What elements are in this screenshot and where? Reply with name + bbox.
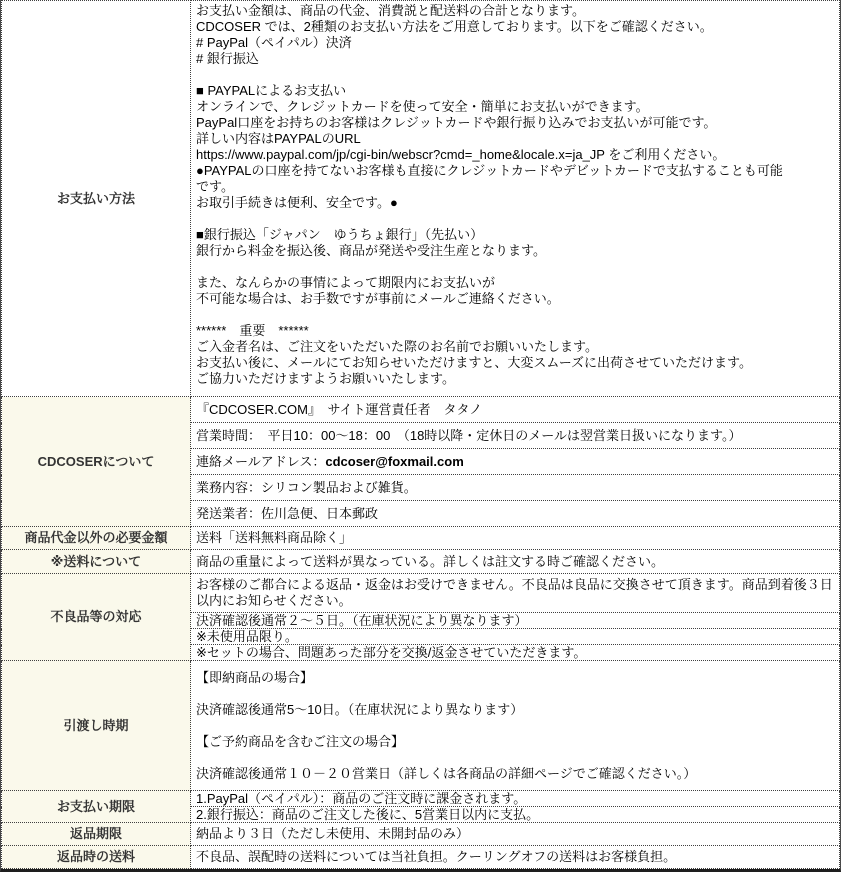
- text-line: [196, 718, 834, 734]
- text-line: 【即納商品の場合】: [196, 669, 314, 685]
- text-line: [196, 750, 834, 766]
- table-row: [2, 1, 840, 397]
- table-row: [2, 574, 840, 613]
- row-cell-defective-item-handling-3: [191, 645, 840, 661]
- text-line: です。: [196, 179, 234, 194]
- text-line: ****** 重要 ******: [196, 323, 309, 338]
- text-line: ご入金者名は、ご注文をいただいた際のお名前でお願いいたします。: [196, 339, 598, 354]
- text-line: ■銀行振込「ジャパン ゆうちょ銀行」（先払い）: [196, 227, 484, 242]
- text-line: 不良品、誤配時の送料については当社負担。クーリングオフの送料はお客様負担。: [196, 849, 677, 864]
- row-cell-payment-method-0: [191, 1, 840, 397]
- row-header-defective-item-handling: 不良品等の対応: [2, 574, 191, 661]
- table-row: [2, 550, 840, 574]
- text-line: 2.銀行振込：商品のご注文した後に、5営業日以内に支払。: [196, 807, 540, 822]
- text-line: また、なんらかの事情によって期限内にお支払いが: [196, 275, 496, 290]
- row-cell-return-shipping-fee-0: [191, 846, 840, 869]
- text-line: [196, 307, 834, 323]
- text-line: ※セットの場合、問題あった部分を交換/返金させていただきます。: [196, 645, 587, 660]
- text-line: 詳しい内容はPAYPALのURL: [196, 131, 361, 146]
- text-line: [196, 454, 834, 470]
- row-header-required-fees-besides-price: 商品代金以外の必要金額: [2, 527, 191, 550]
- email-address: cdcoser@foxmail.com: [325, 453, 464, 469]
- row-cell-defective-item-handling-1: [191, 613, 840, 629]
- row-header-return-deadline: 返品期限: [2, 823, 191, 846]
- shop-info-table: [1, 0, 840, 869]
- text-line: ■ PAYPALによるお支払い: [196, 83, 347, 98]
- text-line: 不可能な場合は、お手数ですが事前にメールご連絡ください。: [196, 291, 560, 306]
- text-line: お支払い後に、メールにてお知らせいただけますと、大変スムーズに出荷させていただけます。: [196, 355, 753, 370]
- row-cell-required-fees-besides-price-0: [191, 527, 840, 550]
- text-line: 【ご予約商品を含むご注文の場合】: [196, 733, 405, 749]
- table-row: [2, 823, 840, 846]
- row-cell-about-cdcoser-1: [191, 423, 840, 449]
- row-header-payment-method: お支払い方法: [2, 1, 191, 397]
- text-line: https://www.paypal.com/jp/cgi-bin/webscr?cmd=_home&locale.x=ja_JP をご利用ください。: [196, 147, 726, 162]
- row-cell-defective-item-handling-0: [191, 574, 840, 613]
- text-line: 商品の重量によって送料が異なっている。詳しくは註文する時ご確認ください。: [196, 553, 665, 569]
- table-row: [2, 791, 840, 807]
- text-line: PayPal口座をお持ちのお客様はクレジットカードや銀行振り込みでお支払いが可能です。: [196, 115, 717, 130]
- row-cell-delivery-time-0: [191, 661, 840, 791]
- text-line: 決済確認後通常１０－２０営業日（詳しくは各商品の詳細ページでご確認ください。）: [196, 765, 697, 781]
- text-line: 納品より３日（ただし未使用、未開封品のみ）: [196, 826, 470, 841]
- row-cell-about-cdcoser-0: [191, 397, 840, 423]
- row-cell-about-cdcoser-3: [191, 475, 840, 501]
- text-line: 発送業者：佐川急便、日本郵政: [196, 505, 379, 521]
- row-header-payment-deadline: お支払い期限: [2, 791, 191, 823]
- row-cell-defective-item-handling-2: [191, 629, 840, 645]
- row-cell-about-shipping-fee-0: [191, 550, 840, 574]
- text-line: 決済確認後通常5～10日。（在庫状況により異なります）: [196, 701, 524, 717]
- text-line: CDCOSER では、2種類のお支払い方法をご用意しております。以下をご確認ください。: [196, 19, 713, 34]
- text-line: [196, 211, 834, 227]
- row-cell-return-deadline-0: [191, 823, 840, 846]
- text-line: お客様のご都合による返品・返金はお受けできません。不良品は良品に交換させて頂きます。商品到着後３日以内にお知らせください。: [196, 577, 833, 608]
- text-line: ご協力いただけますようお願いいたします。: [196, 371, 455, 386]
- text-line: # 銀行振込: [196, 51, 259, 66]
- shop-info-table-body: [2, 1, 840, 869]
- text-line: [196, 67, 834, 83]
- row-header-return-shipping-fee: 返品時の送料: [2, 846, 191, 869]
- text-line: 銀行から料金を振込後、商品が発送や受注生産となります。: [196, 243, 546, 258]
- row-header-delivery-time: 引渡し時期: [2, 661, 191, 791]
- text-line: # PayPal（ペイパル）決済: [196, 35, 352, 50]
- row-cell-about-cdcoser-4: [191, 501, 840, 527]
- row-header-about-shipping-fee: ※送料について: [2, 550, 191, 574]
- row-cell-about-cdcoser-2: [191, 449, 840, 475]
- text-line: 業務内容：シリコン製品および雑貨。: [196, 479, 417, 495]
- text-line: お取引手続きは便利、安全です。●: [196, 195, 398, 210]
- text-line: オンラインで、クレジットカードを使って安全・簡単にお支払いができます。: [196, 99, 649, 114]
- text-line: 営業時間： 平日10：00～18：00 （18時以降・定休日のメールは翌営業日扱いになります。）: [196, 427, 742, 443]
- text-line: 送料「送料無料商品除く」: [196, 530, 353, 545]
- table-row: [2, 661, 840, 791]
- text-line: 『CDCOSER.COM』 サイト運営責任者 タタノ: [196, 401, 483, 417]
- text-line: ●PAYPALの口座を持てないお客様も直接にクレジットカードやデビットカードで支払することも可能: [196, 163, 783, 178]
- text-line: お支払い金額は、商品の代金、消費説と配送料の合計となります。: [196, 3, 585, 18]
- row-header-about-cdcoser: CDCOSERについて: [2, 397, 191, 527]
- row-cell-payment-deadline-1: [191, 807, 840, 823]
- text-span: 連絡メールアドレス：: [196, 453, 326, 469]
- text-line: ※未使用品限り。: [196, 629, 298, 644]
- text-line: 1.PayPal（ペイパル）：商品のご注文時に課金されます。: [196, 791, 527, 806]
- row-cell-payment-deadline-0: [191, 791, 840, 807]
- table-row: [2, 846, 840, 869]
- text-line: [196, 259, 834, 275]
- table-row: [2, 527, 840, 550]
- table-row: [2, 397, 840, 423]
- text-line: 決済確認後通常２～５日。（在庫状況により異なります）: [196, 613, 528, 628]
- text-line: [196, 686, 834, 702]
